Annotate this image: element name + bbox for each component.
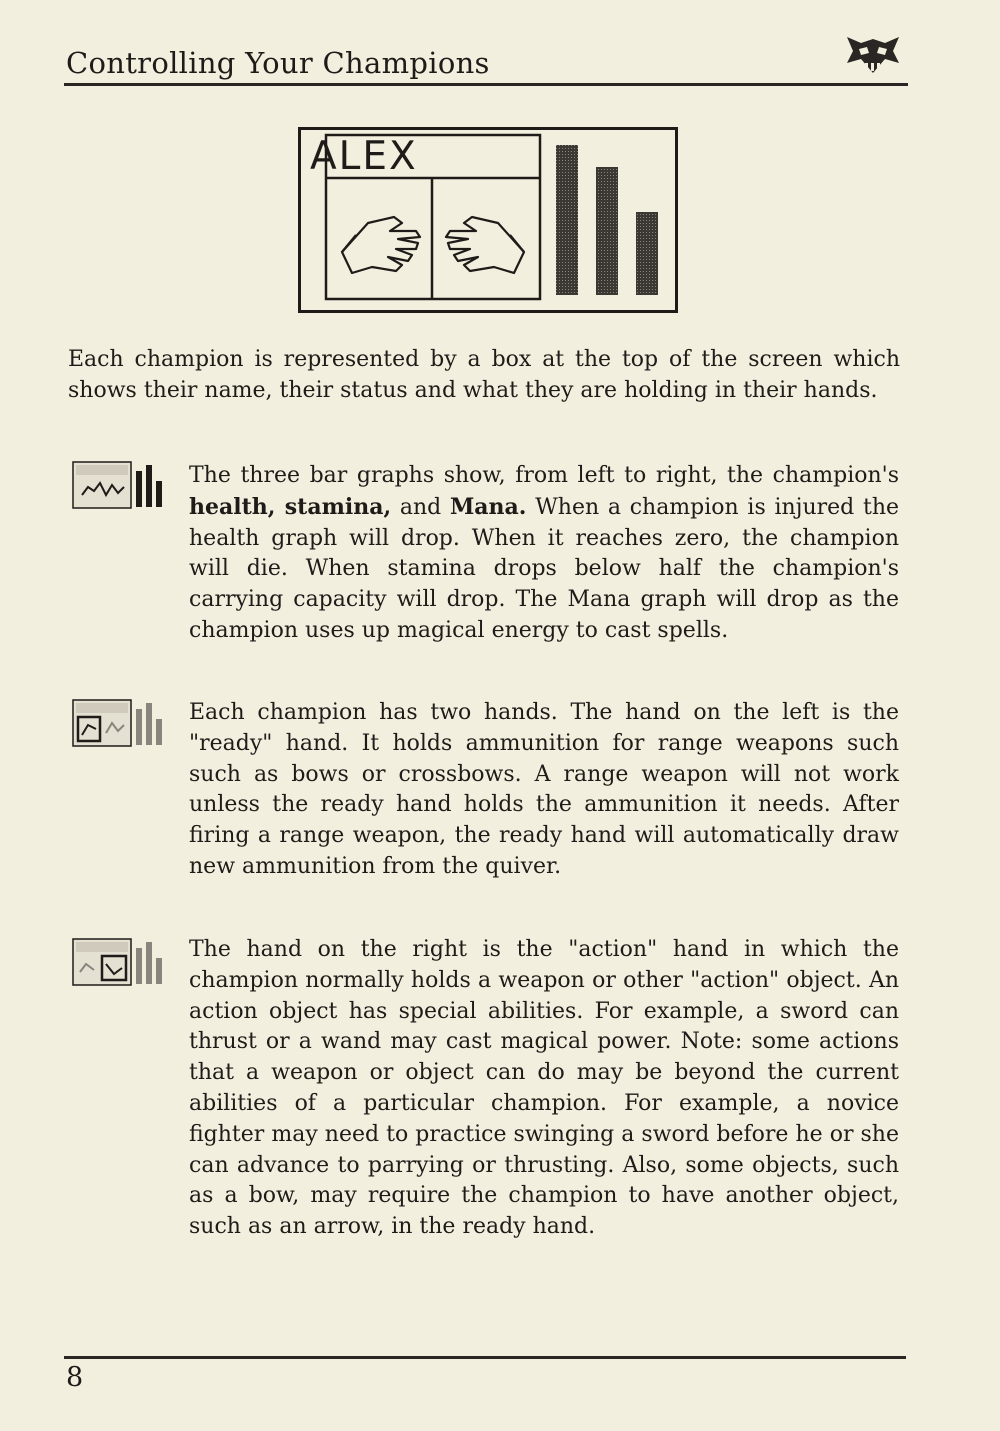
page-number: 8 xyxy=(66,1362,84,1393)
section-action-hand: The hand on the right is the "action" hand in which the champion normally holds a weapon or other "action" object. An action object has special abilities. For example, a sword can thrust or a wand may cast magical power. Note: some actions that a weapon or object can do may be beyond the current abilities of a particular champion. For example, a novice fighter may need to practice swinging a sword before he or she can advance to parrying or thrusting. Also, some objects, such as a bow, may require the champion to have another object, such as an arrow, in the ready hand. xyxy=(189,937,899,1240)
section-1-bold-b: Mana. xyxy=(449,493,527,520)
page-title: Controlling Your Champions xyxy=(66,46,490,80)
health-bar xyxy=(556,145,578,295)
champion-box-action-hand-highlighted-icon xyxy=(72,938,166,986)
stamina-bar xyxy=(596,167,618,295)
section-1-text-a: The three bar graphs show, from left to right, the champion's xyxy=(189,463,899,488)
section-1-text-b: and xyxy=(391,494,450,520)
footer-divider xyxy=(64,1356,906,1359)
intro-paragraph: Each champion is represented by a box at the top of the screen which shows their name, their status and what they are holding in their hands. xyxy=(68,347,900,403)
section-ready-hand: Each champion has two hands. The hand on the left is the "ready" hand. It holds ammunition for range weapons such such as bows or crossbows. A range weapon will not work unless the ready hand holds the ammunition it needs. After firing a range weapon, the ready hand will automatically draw new ammunition from the quiver. xyxy=(189,700,899,879)
champion-name: ALEX xyxy=(310,134,418,179)
section-1-text-c: When a champion is injured the health graph will drop. When it reaches zero, the champion will die. When stamina drops below half the champion's carrying capacity will drop. The Mana graph will drop as the champion uses up magical energy to cast spells. xyxy=(189,494,900,643)
header-divider xyxy=(64,83,908,86)
demon-face-logo-icon xyxy=(845,33,901,77)
status-bar-graphs-icon xyxy=(556,145,658,295)
champion-box-bars-highlighted-icon xyxy=(72,461,166,509)
section-health-stamina-mana xyxy=(189,461,899,647)
mana-bar xyxy=(636,212,658,295)
champion-box-ready-hand-highlighted-icon xyxy=(72,699,166,747)
section-1-bold-a: health, stamina, xyxy=(189,493,392,520)
